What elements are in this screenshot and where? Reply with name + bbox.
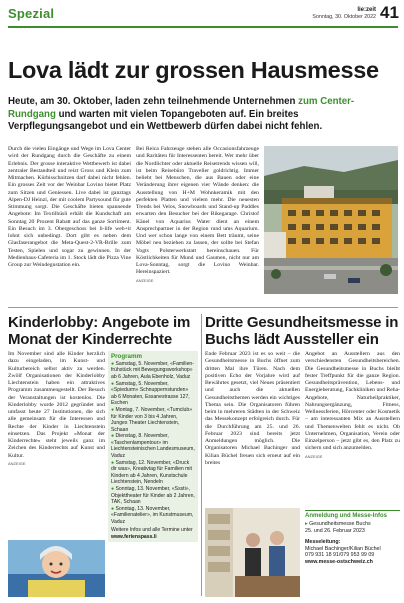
lova-center-photo (264, 146, 398, 294)
main-lead (8, 96, 398, 134)
program-item-date: Samstag, 5. November, (115, 361, 169, 367)
program-title: Programm (111, 353, 142, 360)
messe-column-1 (205, 351, 300, 467)
main-col1-text: Durch die vielen Eingänge und Wege im Lova Center wird der Rundgang durch die Geschäfte zu einem Erlebnis. Der grosse interaktive Wettbewerb ist dabei zentraler Bestandteil und reizt Gross und Klein zum Mitmachen. Kürbisschnitzen darf dabei nicht fehlen. Ein grosses Zelt vor der Weinbar Lovino bietet Platz zum Sitzen und Geniessen. Live dabei ist ganztags Alpen-DJ Heinzi, der mit coolem Partysound für gute Stimmung sorgt. Die Geschäfte bieten spannende Angebote: Im Textilhüsli erhält die Kundschaft am Sonntag 20 Prozent Rabatt auf das ganze Sortiment. Ein Besuch im 3. Obergeschoss bei li-life web+it lohnt sich unbedingt. Dort gibt es neben dem Glasfaserangebot die Meta-Quest-2-VR-Brille zum Testen, Spielen und sogar zu gewinnen. In der Medienhaus-Cafeteria im 1. Stock lädt die Pizza Vine Group zur Weindegustation ein. (8, 146, 131, 268)
program-box (108, 351, 198, 542)
program-item-date: Sonntag, 13. November, (115, 486, 171, 493)
info-phone: 079 931 18 91/079 953 99 09 (305, 552, 375, 559)
main-col2-text: Bei Reica Fahrzeuge stehen alle Occasionsfahrzeuge und Raritäten für Interessenten bereit. Wer mehr über die Nordlichter oder aktuelle Reisetrends wissen will, ist beim Reisebüro Traveller goldrichtig. Immer beliebt bei Menschen, die aus Bauen oder eine Veränderung ihrer eigenen vier Wände denken: die Ausstellung von H+M Wohnkeramik mit den perfekten Platten und vielem mehr. Die neuesten Trends bei Velos, Snowboards und Stand-up Paddles erwarten den Besucher bei der Bikegarage. Christof Känel von Aquarius Water dient an einem Ansprechpartner in der Region rund ums Aquarium. Und wer schon lange von einem Bett träumt, seine Möbel neu beziehen zu lassen, der sollte bei Stefan Vogts Polsterwerkstatt hereinschauen. Für Köstlichkeiten für Mund und Gaumen, nicht nur am Lova-Sonntag, sorgt die Lovino Weinbar. Hereinspaziert. (136, 146, 259, 276)
messe-byline: ANZEIGE (305, 453, 323, 459)
info-title: Anmeldung und Messe-Infos (305, 513, 388, 519)
bullet-icon: ● (111, 459, 116, 466)
lead-text-start: Heute, am 30. Oktober, laden zehn teilnehmende Unternehmen (8, 96, 299, 107)
kinder-text: Im November sind alle Kinder herzlich dazu eingeladen, im Kunst- und Kulturbereich selbst aktiv zu werden. Zwölf Organisationen der Kinderlobby Liechtenstein haben ein attraktives Programm zusammengestellt. Der Besuch der Veranstaltungen ist kostenlos. Die Kinderlobby wurde 2012 gegründet und umfasst heute 27 Institutionen, die sich alle gemeinsam für die Interessen und Rechte der Kinder in Liechtenstein einsetzen. Das Projekt «Monat der Kinderrechte» steht jeweils ganz im Zeichen des Kinderrechts auf Kunst und Kultur. (8, 351, 105, 459)
kinder-photo (8, 540, 105, 597)
info-dates: 25. und 26. Februar 2023 (305, 527, 365, 534)
program-footer (111, 527, 195, 540)
program-item (111, 486, 195, 505)
header-rule (8, 26, 398, 28)
issue-date: Sonntag, 30. Oktober 2022 (312, 14, 376, 20)
program-item (111, 460, 195, 486)
publication-name: lie:zeit (357, 7, 376, 13)
info-web[interactable]: www.messe-ostschweiz.ch (305, 558, 373, 565)
bullet-icon: ● (111, 380, 116, 387)
messe-col2-text: Angebot an Ausstellern aus den verschiedensten Gesundheitsbereichen. Die Gesundheitsmesse in Buchs bleibt fester Treffpunkt für die ganze Region. Gesundheitsprävention, Lebens- und Energieberatung, Fachkliniken und Reha-Angebote, Naturheilpraktiker, Nahrungsergänzung, Fitness, Wellnessferien, Hörcenter oder Kosmetik – am interessanten Mix an Ausstellern und Themenwelten fehlt es nicht. Ob Unternehmen, Organisation, Verein oder Einzelperson – jetzt gibt es, den Platz zu sichern und sich anzumelden. (305, 351, 400, 452)
main-headline: Lova lädt zur grossen Hausmesse (8, 57, 379, 83)
program-item-date: Samstag, 12. November, (115, 459, 172, 466)
program-item-text: «Familien-frühstück mit Bewegungsworkshop» ab 6 Jahren, Aula Ebenholz, Vaduz (111, 361, 194, 380)
program-item (111, 407, 195, 433)
bullet-icon: ● (111, 505, 116, 512)
main-byline: ANZEIGE (136, 277, 154, 283)
page-number: 41 (380, 3, 399, 22)
program-item (111, 506, 195, 525)
info-event-block (305, 521, 400, 534)
info-contact-label: Messeleitung: (305, 539, 341, 546)
info-event: Gesundheitsmesse Buchs (309, 521, 371, 527)
program-item-text: «Spiedurm» Schnuppernstunden» ab 6 Monaten, Essanestrasse 127, Eschen (111, 387, 190, 407)
messe-col1-text: Ende Februar 2023 ist es so weit – die Gesundheitsmesse in Buchs öffnet zum dritten Mal ihre Türen. Nach dem positiven Echo der Vorjahre wird auf Bewährtes gesetzt, viel Neues präsentiert und auch die aktuellen Gesundheitsthemen werden ein wichtiges Thema sein. Die Organisatoren führen beim in mehreren Städten in der Schweiz das Messekonzept erfolgreich durch. Für die Durchführung am 25. und 26. Februar 2023 sind bereits jetzt Anmeldungen möglich. Die Organisatoren Michael Bachinger und Kilian Büchel freuen sich erneut auf ein breites (205, 351, 300, 466)
program-item-date: Dienstag, 8. November, (115, 433, 169, 440)
program-item-date: Montag, 7. November, (115, 407, 166, 414)
program-item-text: «Taschenlampentour» im Liechtensteinischen Landesmuseum, Vaduz (111, 439, 195, 459)
program-item-text: «Tumclub» für Kinder von 3 bis 4 Jahren, Junges Theater Liechtenstein, Schaan (111, 407, 193, 433)
program-footer-text: Weitere Infos und alle Termine unter (111, 527, 193, 534)
lead-highlight: zum Center-Rundgang (8, 96, 355, 120)
program-item-text: «Druck dir was», Kreativtag für Familien mit Kindern ab 4 Jahren, Kunstschule Liechtenstein, Nendeln (111, 459, 192, 486)
program-item-date: Samstag, 5. November, (115, 380, 169, 387)
program-item-text: «Sssti», Objekttheater für Kinder ab 2 Jahren, TAK, Schaan (111, 486, 195, 506)
messe-photo (205, 508, 300, 597)
program-item (111, 433, 195, 459)
bullet-icon: ● (111, 433, 116, 440)
program-item-date: Sonntag, 13. November, (115, 505, 171, 512)
kinder-body (8, 351, 105, 468)
kinder-byline: ANZEIGE (8, 460, 26, 466)
program-footer-link[interactable]: www.ferienspass.li (111, 533, 157, 540)
bullet-icon: ▸ (305, 521, 308, 527)
program-list (111, 361, 195, 525)
main-column-1 (8, 146, 131, 269)
info-rule (305, 510, 400, 511)
lead-text-end: und warten mit vielen Topangeboten auf. Ein breites Verpflegungsangebot und ein Wettbewerb dürfen dabei nicht fehlen. (8, 108, 323, 133)
program-item-text: «Familienatelier», im Kunstmuseum, Vaduz (111, 512, 194, 525)
section-label: Spezial (8, 6, 55, 21)
messe-column-2 (305, 351, 400, 461)
info-contact-block (305, 539, 400, 565)
info-contact: Michael Bachinger/Kilian Büchel (305, 545, 381, 552)
program-item (111, 361, 195, 380)
column-separator (201, 314, 202, 596)
main-column-2 (136, 146, 259, 285)
section-divider (8, 307, 398, 308)
messe-info-box (305, 510, 400, 566)
bullet-icon: ● (111, 486, 116, 493)
kinder-headline: Kinderlobby: Angebote im Monat der Kinderrechte (8, 314, 191, 348)
bullet-icon: ● (111, 407, 116, 414)
bullet-icon: ● (111, 361, 116, 367)
program-item (111, 381, 195, 407)
messe-headline: Dritte Gesundheitsmesse in Buchs lädt Aussteller ein (205, 314, 399, 348)
